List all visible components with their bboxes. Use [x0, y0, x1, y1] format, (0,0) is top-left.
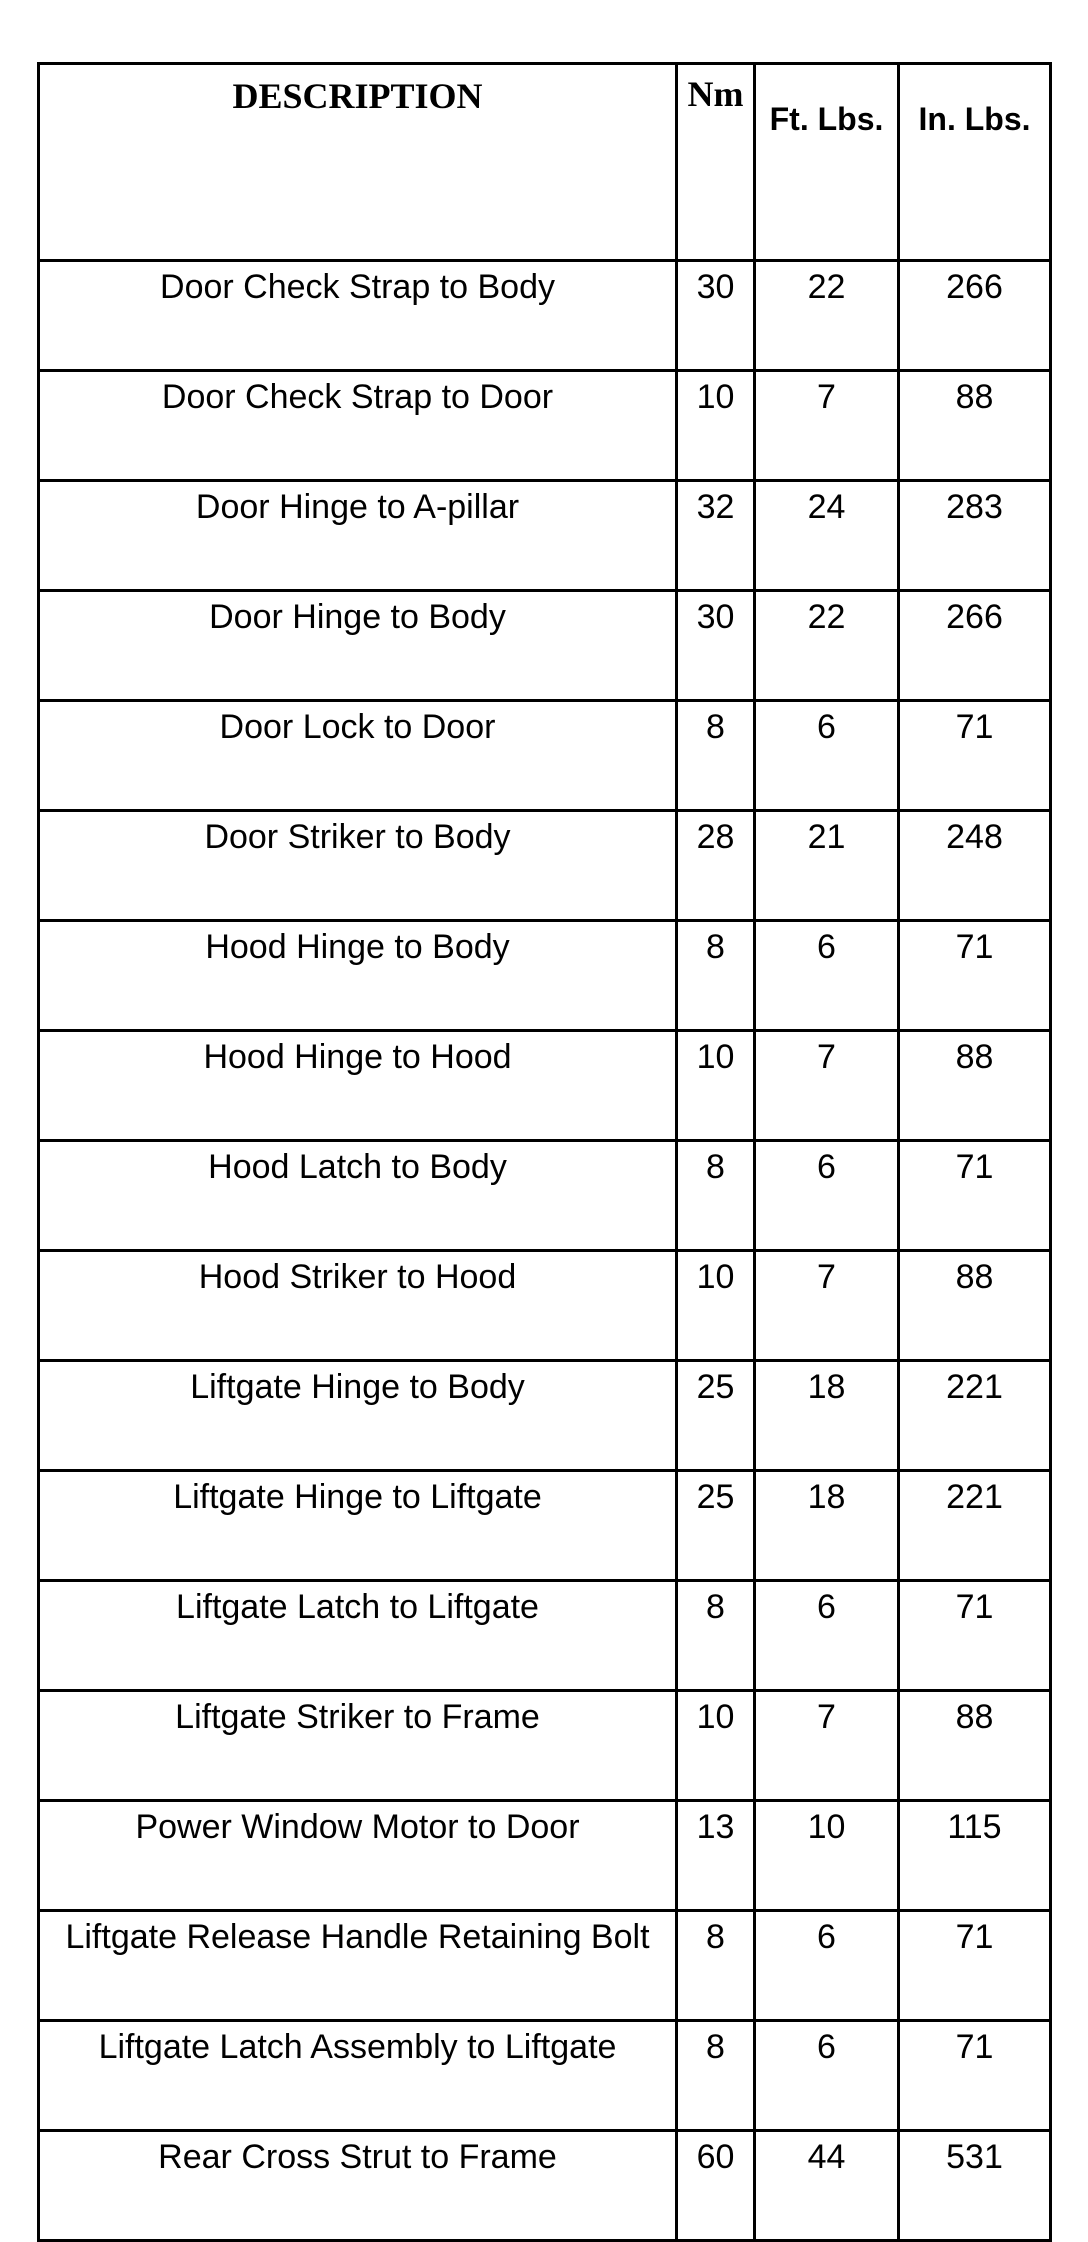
table-row	[39, 1581, 1051, 1691]
cell-nm: 10	[677, 1691, 755, 1801]
table-row	[39, 1361, 1051, 1471]
cell-description: Liftgate Hinge to Body	[39, 1361, 677, 1471]
cell-in-lbs: 221	[899, 1361, 1051, 1471]
cell-ft-lbs: 7	[755, 1251, 899, 1361]
cell-ft-lbs: 10	[755, 1801, 899, 1911]
cell-description: Door Lock to Door	[39, 701, 677, 811]
cell-nm: 32	[677, 481, 755, 591]
cell-in-lbs: 88	[899, 1251, 1051, 1361]
table-row	[39, 591, 1051, 701]
table-row	[39, 371, 1051, 481]
cell-description: Hood Hinge to Hood	[39, 1031, 677, 1141]
cell-description: Hood Hinge to Body	[39, 921, 677, 1031]
cell-ft-lbs: 21	[755, 811, 899, 921]
cell-nm: 8	[677, 1581, 755, 1691]
cell-description: Hood Striker to Hood	[39, 1251, 677, 1361]
table-row	[39, 701, 1051, 811]
cell-ft-lbs: 22	[755, 261, 899, 371]
cell-description: Door Check Strap to Door	[39, 371, 677, 481]
cell-ft-lbs: 7	[755, 371, 899, 481]
cell-in-lbs: 88	[899, 1691, 1051, 1801]
cell-nm: 13	[677, 1801, 755, 1911]
cell-in-lbs: 71	[899, 1581, 1051, 1691]
table-row	[39, 1251, 1051, 1361]
cell-ft-lbs: 44	[755, 2131, 899, 2241]
cell-in-lbs: 221	[899, 1471, 1051, 1581]
cell-nm: 30	[677, 261, 755, 371]
cell-nm: 8	[677, 921, 755, 1031]
cell-in-lbs: 88	[899, 1031, 1051, 1141]
table-row	[39, 1911, 1051, 2021]
cell-description: Power Window Motor to Door	[39, 1801, 677, 1911]
table-row	[39, 1471, 1051, 1581]
cell-in-lbs: 71	[899, 921, 1051, 1031]
table-row	[39, 1031, 1051, 1141]
cell-description: Liftgate Striker to Frame	[39, 1691, 677, 1801]
table-row	[39, 261, 1051, 371]
table-body	[39, 261, 1051, 2241]
cell-in-lbs: 71	[899, 701, 1051, 811]
cell-ft-lbs: 6	[755, 2021, 899, 2131]
cell-nm: 8	[677, 1911, 755, 2021]
cell-ft-lbs: 6	[755, 1911, 899, 2021]
table-row	[39, 1141, 1051, 1251]
cell-nm: 28	[677, 811, 755, 921]
cell-in-lbs: 71	[899, 1141, 1051, 1251]
table-row	[39, 1691, 1051, 1801]
cell-description: Door Hinge to A-pillar	[39, 481, 677, 591]
cell-ft-lbs: 6	[755, 1141, 899, 1251]
cell-in-lbs: 266	[899, 261, 1051, 371]
cell-ft-lbs: 18	[755, 1361, 899, 1471]
cell-description: Rear Cross Strut to Frame	[39, 2131, 677, 2241]
cell-nm: 25	[677, 1471, 755, 1581]
cell-description: Door Striker to Body	[39, 811, 677, 921]
table-row	[39, 2131, 1051, 2241]
cell-nm: 8	[677, 701, 755, 811]
table-row	[39, 2021, 1051, 2131]
cell-description: Liftgate Hinge to Liftgate	[39, 1471, 677, 1581]
cell-description: Door Check Strap to Body	[39, 261, 677, 371]
cell-nm: 30	[677, 591, 755, 701]
table-row	[39, 481, 1051, 591]
cell-ft-lbs: 22	[755, 591, 899, 701]
table-row	[39, 921, 1051, 1031]
cell-description: Door Hinge to Body	[39, 591, 677, 701]
cell-ft-lbs: 18	[755, 1471, 899, 1581]
cell-nm: 25	[677, 1361, 755, 1471]
cell-in-lbs: 115	[899, 1801, 1051, 1911]
cell-ft-lbs: 6	[755, 921, 899, 1031]
cell-description: Hood Latch to Body	[39, 1141, 677, 1251]
cell-description: Liftgate Latch Assembly to Liftgate	[39, 2021, 677, 2131]
cell-nm: 10	[677, 1031, 755, 1141]
header-nm: Nm	[677, 64, 755, 261]
table-row	[39, 1801, 1051, 1911]
cell-in-lbs: 531	[899, 2131, 1051, 2241]
cell-ft-lbs: 6	[755, 1581, 899, 1691]
cell-in-lbs: 71	[899, 2021, 1051, 2131]
cell-ft-lbs: 7	[755, 1031, 899, 1141]
table-row	[39, 811, 1051, 921]
cell-nm: 60	[677, 2131, 755, 2241]
table-header-row	[39, 64, 1051, 261]
cell-in-lbs: 283	[899, 481, 1051, 591]
cell-in-lbs: 71	[899, 1911, 1051, 2021]
header-description: DESCRIPTION	[39, 64, 677, 261]
cell-ft-lbs: 24	[755, 481, 899, 591]
cell-description: Liftgate Release Handle Retaining Bolt	[39, 1911, 677, 2021]
cell-nm: 8	[677, 2021, 755, 2131]
cell-nm: 10	[677, 371, 755, 481]
cell-in-lbs: 266	[899, 591, 1051, 701]
cell-nm: 8	[677, 1141, 755, 1251]
header-ft-lbs: Ft. Lbs.	[755, 64, 899, 261]
cell-ft-lbs: 7	[755, 1691, 899, 1801]
torque-specification-table	[37, 62, 1052, 2242]
cell-nm: 10	[677, 1251, 755, 1361]
header-in-lbs: In. Lbs.	[899, 64, 1051, 261]
cell-in-lbs: 88	[899, 371, 1051, 481]
cell-in-lbs: 248	[899, 811, 1051, 921]
cell-ft-lbs: 6	[755, 701, 899, 811]
cell-description: Liftgate Latch to Liftgate	[39, 1581, 677, 1691]
